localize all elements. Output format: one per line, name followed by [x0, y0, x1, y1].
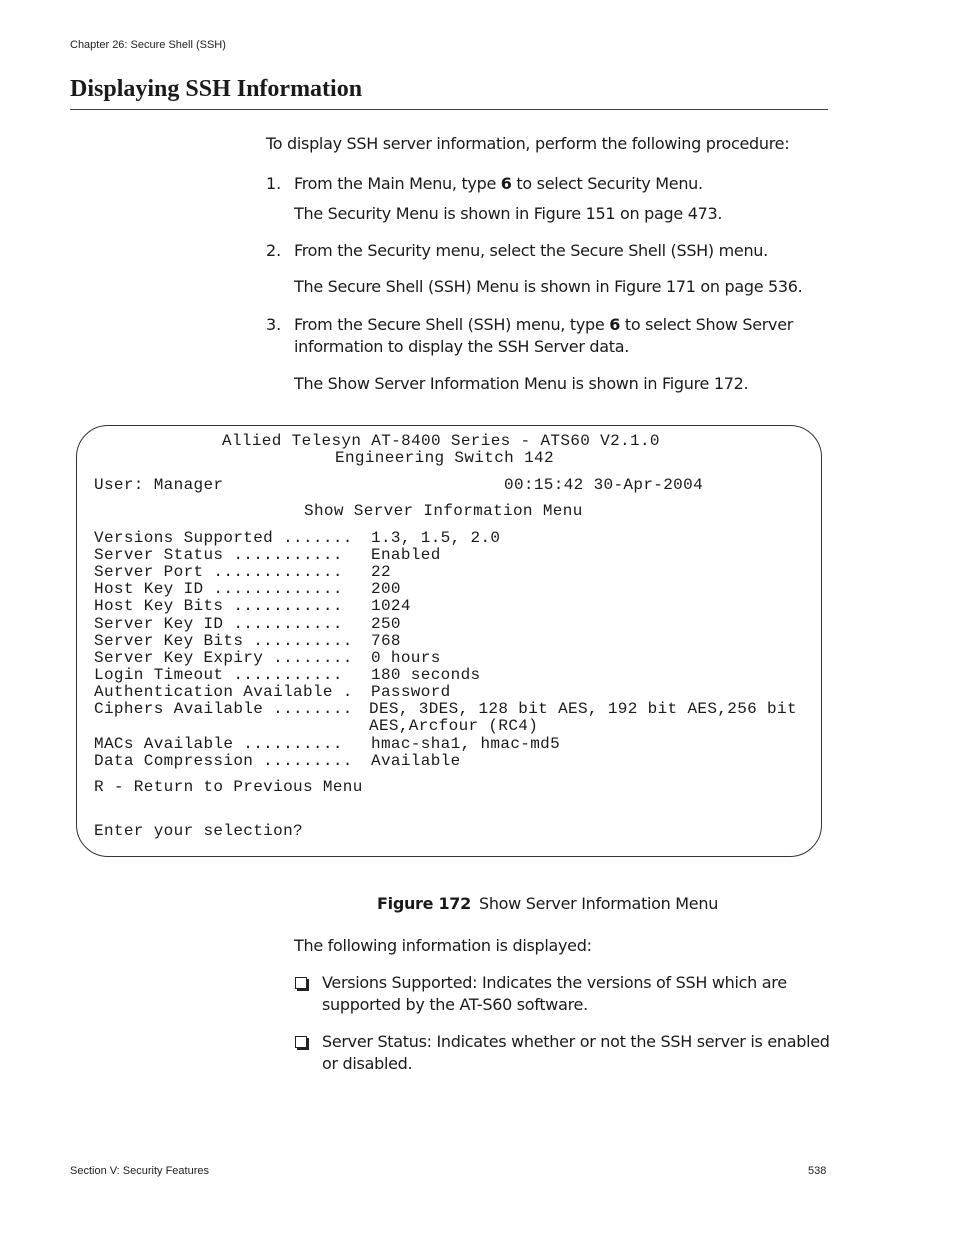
terminal-row-value: Password [371, 683, 451, 701]
info-intro: The following information is displayed: [294, 936, 592, 955]
terminal-prompt: Enter your selection? [94, 822, 303, 840]
terminal-row-value: 1.3, 1.5, 2.0 [371, 529, 501, 547]
checkbox-bullet-icon [295, 1036, 307, 1048]
page-title: Displaying SSH Information [70, 76, 363, 102]
step-1-note: The Security Menu is shown in Figure 151 on page 473. [294, 204, 723, 223]
checkbox-bullet-icon [295, 977, 307, 989]
step-2-number: 2. [266, 241, 282, 260]
terminal-row-label: Authentication Available . [94, 683, 363, 701]
step-3-note: The Show Server Information Menu is shown in Figure 172. [294, 374, 749, 393]
terminal-row-value: Available [371, 752, 461, 770]
bullet-1-line1: Versions Supported: Indicates the versions of SSH which are [322, 973, 787, 992]
terminal-row-value: hmac-sha1, hmac-md5 [371, 735, 561, 753]
terminal-row-label: MACs Available .......... [94, 735, 353, 753]
bullet-2-line1: Server Status: Indicates whether or not the SSH server is enabled [322, 1032, 830, 1051]
terminal-row-label: Server Status ........... [94, 546, 353, 564]
terminal-row-label: Server Key Expiry ........ [94, 649, 363, 667]
step-1-key: 6 [500, 174, 512, 193]
intro-paragraph: To display SSH server information, perform the following procedure: [266, 134, 790, 153]
terminal-row-label: Data Compression ......... [94, 752, 363, 770]
terminal-row-value: 250 [371, 615, 401, 633]
terminal-row-label: Server Port ............. [94, 563, 353, 581]
step-3-number: 3. [266, 315, 282, 334]
step-3-text: From the Secure Shell (SSH) menu, type 6 to select Show Server [294, 315, 794, 334]
figure-label: Figure 172 [377, 894, 471, 913]
terminal-row-value: 0 hours [371, 649, 441, 667]
step-2-note: The Secure Shell (SSH) Menu is shown in Figure 171 on page 536. [294, 277, 803, 296]
step-1-text: From the Main Menu, type 6 to select Security Menu. [294, 174, 703, 193]
figure-caption [377, 893, 718, 915]
terminal-menu-title: Show Server Information Menu [304, 502, 583, 520]
terminal-datetime: 00:15:42 30-Apr-2004 [504, 476, 704, 494]
step-3-text-line2: information to display the SSH Server data. [294, 337, 630, 356]
terminal-row-label: Host Key Bits ........... [94, 597, 353, 615]
step-2-text: From the Security menu, select the Secure Shell (SSH) menu. [294, 241, 768, 260]
page-number: 538 [808, 1165, 827, 1177]
terminal-row-label: Server Key Bits .......... [94, 632, 363, 650]
terminal-row-label: Login Timeout ........... [94, 666, 353, 684]
running-header: Chapter 26: Secure Shell (SSH) [70, 39, 226, 51]
terminal-row-value: 200 [371, 580, 401, 598]
terminal-switch-name: Engineering Switch 142 [335, 449, 554, 467]
terminal-row-label: Server Key ID ........... [94, 615, 353, 633]
terminal-return-option: R - Return to Previous Menu [94, 778, 363, 796]
terminal-row-label: Host Key ID ............. [94, 580, 353, 598]
terminal-row-value: Enabled [371, 546, 441, 564]
figure-title: Show Server Information Menu [478, 894, 719, 913]
terminal-row-value: 22 [371, 563, 391, 581]
step-3-key: 6 [609, 315, 621, 334]
footer-section: Section V: Security Features [70, 1165, 209, 1177]
terminal-user: User: Manager [94, 476, 224, 494]
terminal-row-value: 1024 [371, 597, 411, 615]
terminal-row-label: Versions Supported ....... [94, 529, 363, 547]
title-rule [70, 109, 828, 110]
terminal-banner: Allied Telesyn AT-8400 Series - ATS60 V2.1.0 [222, 432, 660, 450]
terminal-row-value: 180 seconds [371, 666, 481, 684]
terminal-row-value: 768 [371, 632, 401, 650]
bullet-1-line2: supported by the AT-S60 software. [322, 995, 588, 1014]
terminal-row-label: Ciphers Available ........ [94, 700, 363, 718]
bullet-2-line2: or disabled. [322, 1054, 413, 1073]
terminal-row-value: DES, 3DES, 128 bit AES, 192 bit AES,256 bit [369, 700, 797, 718]
step-1-number: 1. [266, 174, 282, 193]
terminal-row-value: AES,Arcfour (RC4) [369, 717, 539, 735]
